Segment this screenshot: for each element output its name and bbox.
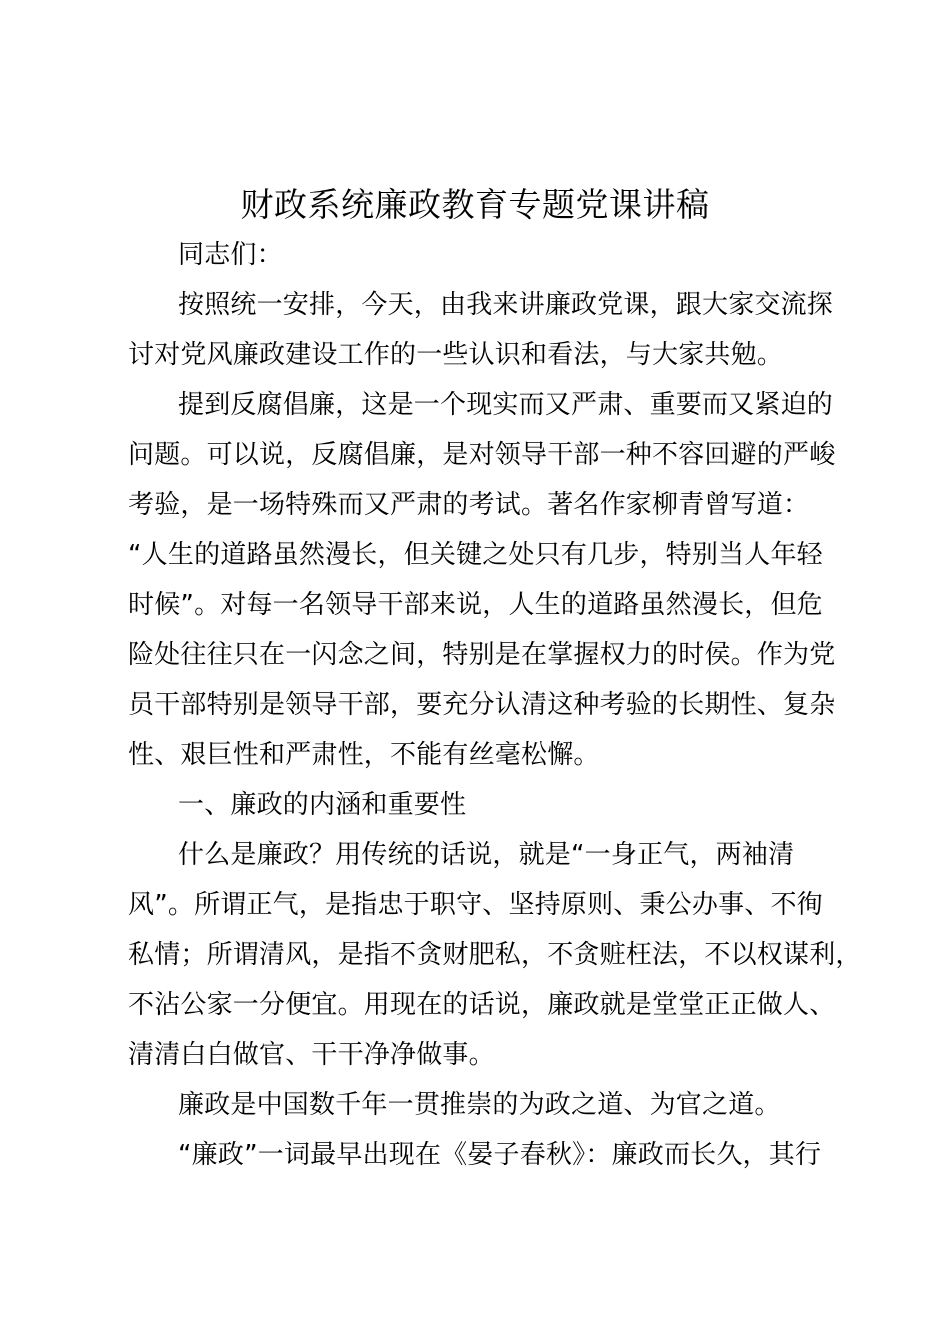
paragraph-line: 不沾公家一分便宜。用现在的话说，廉政就是堂堂正正做人、 [128, 990, 836, 1020]
paragraph-line: 讨对党风廉政建设工作的一些认识和看法，与大家共勉。 [128, 340, 784, 370]
paragraph-line: 按照统一安排，今天，由我来讲廉政党课，跟大家交流探 [178, 290, 834, 320]
paragraph-line: 员干部特别是领导干部，要充分认清这种考验的长期性、复杂 [128, 690, 836, 720]
paragraph-line: “人生的道路虽然漫长，但关键之处只有几步，特别当人年轻 [128, 540, 823, 570]
paragraph-line: 什么是廉政？用传统的话说，就是“一身正气，两袖清 [178, 840, 795, 870]
paragraph-line: 考验，是一场特殊而又严肃的考试。著名作家柳青曾写道： [128, 490, 810, 520]
paragraph-line: 私情；所谓清风，是指不贪财肥私，不贪赃枉法，不以权谋利， [128, 940, 862, 970]
paragraph-line: 时候”。对每一名领导干部来说，人生的道路虽然漫长，但危 [128, 590, 823, 620]
salutation-line: 同志们： [178, 240, 283, 270]
document-title: 财政系统廉政教育专题党课讲稿 [240, 185, 710, 224]
paragraph-line: 问题。可以说，反腐倡廉，是对领导干部一种不容回避的严峻 [128, 440, 836, 470]
paragraph-line: 提到反腐倡廉，这是一个现实而又严肃、重要而又紧迫的 [178, 390, 834, 420]
paragraph-line: 风”。所谓正气，是指忠于职守、坚持原则、秉公办事、不徇 [128, 890, 823, 920]
paragraph-line: 性、艰巨性和严肃性，不能有丝毫松懈。 [128, 740, 600, 770]
section-heading: 一、廉政的内涵和重要性 [178, 790, 467, 820]
paragraph-line: 险处往往只在一闪念之间，特别是在掌握权力的时侯。作为党 [128, 640, 836, 670]
paragraph-line: 廉政是中国数千年一贯推崇的为政之道、为官之道。 [178, 1090, 781, 1120]
paragraph-line: “廉政”一词最早出现在《晏子春秋》：廉政而长久，其行 [178, 1140, 822, 1170]
paragraph-line: 清清白白做官、干干净净做事。 [128, 1040, 495, 1070]
